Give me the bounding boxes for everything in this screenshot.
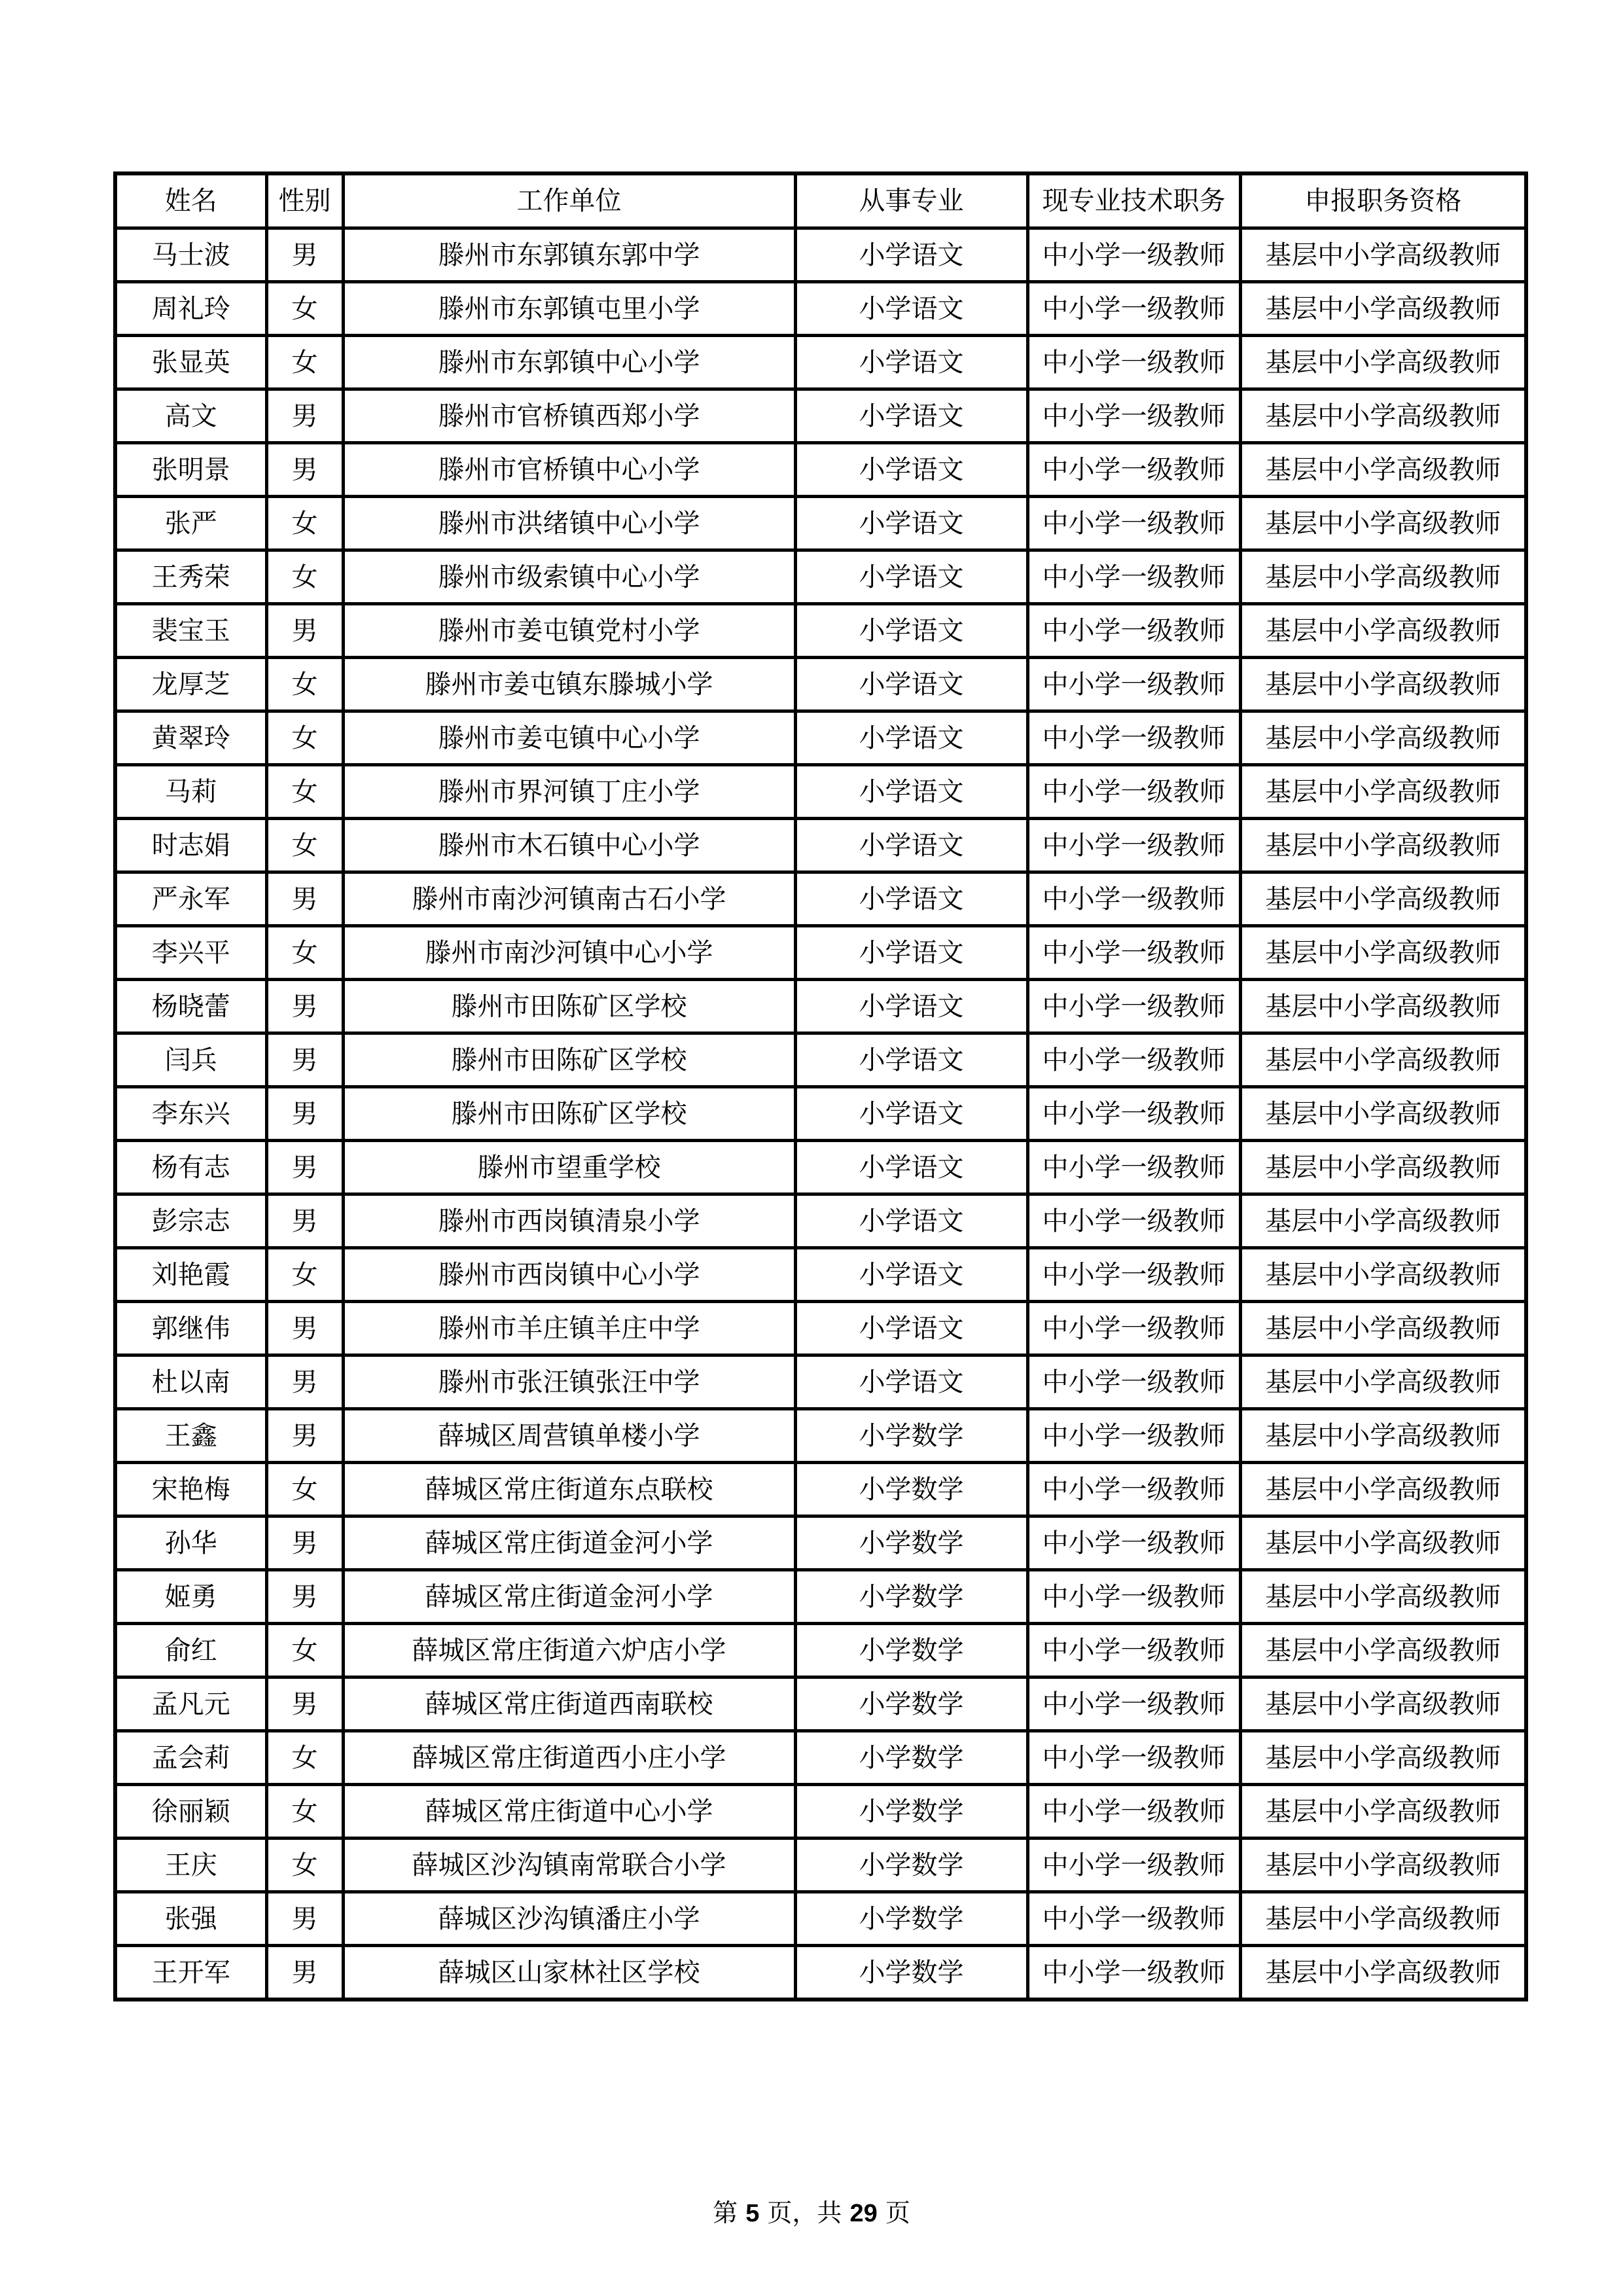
cell-name: 王开军 [115,1946,266,2000]
cell-specialty: 小学语文 [795,1141,1027,1194]
cell-specialty: 小学语文 [795,604,1027,658]
footer-prefix: 第 [713,2198,746,2227]
cell-gender: 女 [266,1839,343,1892]
cell-current-title: 中小学一级教师 [1027,1677,1240,1731]
cell-work-unit: 滕州市界河镇丁庄小学 [343,765,795,819]
table-row [115,1570,1526,1624]
cell-gender: 男 [266,1892,343,1946]
cell-gender: 女 [266,711,343,765]
cell-specialty: 小学语文 [795,926,1027,980]
cell-name: 姬勇 [115,1570,266,1624]
cell-work-unit: 薛城区常庄街道六炉店小学 [343,1624,795,1677]
table-row [115,1785,1526,1839]
table-row [115,1516,1526,1570]
cell-gender: 女 [266,1248,343,1302]
cell-gender: 女 [266,1624,343,1677]
cell-applied-qualification: 基层中小学高级教师 [1240,1946,1526,2000]
cell-name: 彭宗志 [115,1194,266,1248]
cell-current-title: 中小学一级教师 [1027,1463,1240,1516]
cell-current-title: 中小学一级教师 [1027,765,1240,819]
cell-applied-qualification: 基层中小学高级教师 [1240,1516,1526,1570]
header-specialty: 从事专业 [795,173,1027,228]
cell-specialty: 小学语文 [795,1194,1027,1248]
cell-specialty: 小学数学 [795,1463,1027,1516]
cell-gender: 男 [266,1355,343,1409]
cell-name: 王秀荣 [115,550,266,604]
cell-specialty: 小学语文 [795,550,1027,604]
cell-name: 张严 [115,497,266,550]
cell-name: 闫兵 [115,1033,266,1087]
cell-gender: 女 [266,550,343,604]
cell-current-title: 中小学一级教师 [1027,819,1240,872]
cell-work-unit: 滕州市官桥镇西郑小学 [343,389,795,443]
cell-name: 裴宝玉 [115,604,266,658]
cell-current-title: 中小学一级教师 [1027,389,1240,443]
cell-gender: 男 [266,1141,343,1194]
cell-applied-qualification: 基层中小学高级教师 [1240,1409,1526,1463]
cell-gender: 女 [266,282,343,336]
cell-gender: 女 [266,1731,343,1785]
cell-applied-qualification: 基层中小学高级教师 [1240,604,1526,658]
cell-gender: 男 [266,604,343,658]
cell-specialty: 小学语文 [795,282,1027,336]
cell-specialty: 小学语文 [795,872,1027,926]
cell-name: 王鑫 [115,1409,266,1463]
cell-work-unit: 滕州市南沙河镇南古石小学 [343,872,795,926]
cell-work-unit: 薛城区常庄街道东点联校 [343,1463,795,1516]
cell-gender: 男 [266,1194,343,1248]
cell-work-unit: 薛城区周营镇单楼小学 [343,1409,795,1463]
cell-specialty: 小学数学 [795,1785,1027,1839]
cell-work-unit: 薛城区沙沟镇潘庄小学 [343,1892,795,1946]
cell-name: 杜以南 [115,1355,266,1409]
cell-applied-qualification: 基层中小学高级教师 [1240,1194,1526,1248]
table-row [115,443,1526,497]
cell-applied-qualification: 基层中小学高级教师 [1240,336,1526,389]
table-row [115,872,1526,926]
cell-work-unit: 薛城区常庄街道西小庄小学 [343,1731,795,1785]
cell-current-title: 中小学一级教师 [1027,550,1240,604]
cell-applied-qualification: 基层中小学高级教师 [1240,1570,1526,1624]
cell-applied-qualification: 基层中小学高级教师 [1240,926,1526,980]
cell-name: 张明景 [115,443,266,497]
table-row [115,1946,1526,2000]
cell-specialty: 小学语文 [795,1355,1027,1409]
cell-applied-qualification: 基层中小学高级教师 [1240,1892,1526,1946]
cell-current-title: 中小学一级教师 [1027,1087,1240,1141]
cell-specialty: 小学数学 [795,1839,1027,1892]
cell-gender: 女 [266,1785,343,1839]
cell-current-title: 中小学一级教师 [1027,1355,1240,1409]
cell-applied-qualification: 基层中小学高级教师 [1240,1033,1526,1087]
cell-current-title: 中小学一级教师 [1027,282,1240,336]
cell-gender: 男 [266,1302,343,1355]
table-row [115,1355,1526,1409]
cell-current-title: 中小学一级教师 [1027,1946,1240,2000]
total-pages-number: 29 [849,2200,878,2227]
cell-current-title: 中小学一级教师 [1027,1839,1240,1892]
table-row [115,658,1526,711]
cell-specialty: 小学语文 [795,980,1027,1033]
cell-work-unit: 滕州市木石镇中心小学 [343,819,795,872]
cell-work-unit: 薛城区常庄街道金河小学 [343,1570,795,1624]
cell-name: 马士波 [115,228,266,282]
table-row [115,550,1526,604]
cell-name: 杨晓蕾 [115,980,266,1033]
cell-current-title: 中小学一级教师 [1027,1033,1240,1087]
cell-current-title: 中小学一级教师 [1027,1516,1240,1570]
cell-name: 张强 [115,1892,266,1946]
page-footer [0,2200,1623,2226]
cell-applied-qualification: 基层中小学高级教师 [1240,711,1526,765]
cell-name: 孙华 [115,1516,266,1570]
cell-specialty: 小学语文 [795,336,1027,389]
table-row [115,765,1526,819]
cell-name: 孟会莉 [115,1731,266,1785]
cell-specialty: 小学语文 [795,228,1027,282]
cell-work-unit: 滕州市田陈矿区学校 [343,1033,795,1087]
cell-current-title: 中小学一级教师 [1027,1141,1240,1194]
cell-gender: 男 [266,443,343,497]
table-row [115,926,1526,980]
cell-applied-qualification: 基层中小学高级教师 [1240,1463,1526,1516]
cell-applied-qualification: 基层中小学高级教师 [1240,389,1526,443]
table-row [115,1463,1526,1516]
cell-name: 刘艳霞 [115,1248,266,1302]
cell-current-title: 中小学一级教师 [1027,1409,1240,1463]
cell-current-title: 中小学一级教师 [1027,872,1240,926]
cell-name: 时志娟 [115,819,266,872]
cell-specialty: 小学数学 [795,1946,1027,2000]
cell-current-title: 中小学一级教师 [1027,1624,1240,1677]
header-gender: 性别 [266,173,343,228]
table-row [115,497,1526,550]
cell-work-unit: 滕州市羊庄镇羊庄中学 [343,1302,795,1355]
cell-current-title: 中小学一级教师 [1027,1248,1240,1302]
cell-gender: 男 [266,1087,343,1141]
cell-current-title: 中小学一级教师 [1027,711,1240,765]
cell-current-title: 中小学一级教师 [1027,336,1240,389]
cell-work-unit: 薛城区常庄街道金河小学 [343,1516,795,1570]
cell-work-unit: 滕州市田陈矿区学校 [343,1087,795,1141]
cell-work-unit: 滕州市望重学校 [343,1141,795,1194]
table-row [115,1892,1526,1946]
cell-applied-qualification: 基层中小学高级教师 [1240,765,1526,819]
cell-work-unit: 滕州市级索镇中心小学 [343,550,795,604]
cell-gender: 女 [266,765,343,819]
cell-work-unit: 滕州市姜屯镇东滕城小学 [343,658,795,711]
header-applied-qualification: 申报职务资格 [1240,173,1526,228]
cell-work-unit: 薛城区沙沟镇南常联合小学 [343,1839,795,1892]
cell-applied-qualification: 基层中小学高级教师 [1240,658,1526,711]
cell-applied-qualification: 基层中小学高级教师 [1240,1624,1526,1677]
cell-gender: 女 [266,926,343,980]
footer-suffix: 页 [877,2198,910,2227]
cell-name: 周礼玲 [115,282,266,336]
cell-gender: 女 [266,336,343,389]
cell-work-unit: 薛城区山家林社区学校 [343,1946,795,2000]
table-row [115,1677,1526,1731]
table-row [115,1248,1526,1302]
cell-current-title: 中小学一级教师 [1027,1570,1240,1624]
cell-specialty: 小学语文 [795,711,1027,765]
cell-current-title: 中小学一级教师 [1027,228,1240,282]
table-row [115,1302,1526,1355]
cell-name: 徐丽颖 [115,1785,266,1839]
table-row [115,1033,1526,1087]
cell-specialty: 小学语文 [795,497,1027,550]
cell-gender: 男 [266,1033,343,1087]
cell-work-unit: 滕州市东郭镇东郭中学 [343,228,795,282]
cell-current-title: 中小学一级教师 [1027,604,1240,658]
cell-name: 李东兴 [115,1087,266,1141]
cell-specialty: 小学语文 [795,1033,1027,1087]
cell-name: 孟凡元 [115,1677,266,1731]
cell-specialty: 小学数学 [795,1570,1027,1624]
cell-name: 杨有志 [115,1141,266,1194]
cell-specialty: 小学语文 [795,1087,1027,1141]
cell-applied-qualification: 基层中小学高级教师 [1240,1302,1526,1355]
cell-name: 马莉 [115,765,266,819]
table-row [115,604,1526,658]
cell-applied-qualification: 基层中小学高级教师 [1240,1248,1526,1302]
table-body [115,228,1526,2000]
cell-current-title: 中小学一级教师 [1027,658,1240,711]
cell-name: 李兴平 [115,926,266,980]
cell-current-title: 中小学一级教师 [1027,980,1240,1033]
header-work-unit: 工作单位 [343,173,795,228]
table-row [115,1087,1526,1141]
cell-name: 郭继伟 [115,1302,266,1355]
cell-work-unit: 滕州市田陈矿区学校 [343,980,795,1033]
table-row [115,1141,1526,1194]
cell-gender: 男 [266,1409,343,1463]
cell-applied-qualification: 基层中小学高级教师 [1240,872,1526,926]
cell-gender: 男 [266,1677,343,1731]
header-name: 姓名 [115,173,266,228]
cell-specialty: 小学语文 [795,1302,1027,1355]
cell-current-title: 中小学一级教师 [1027,443,1240,497]
cell-gender: 男 [266,872,343,926]
cell-specialty: 小学语文 [795,765,1027,819]
cell-current-title: 中小学一级教师 [1027,1892,1240,1946]
cell-applied-qualification: 基层中小学高级教师 [1240,497,1526,550]
cell-applied-qualification: 基层中小学高级教师 [1240,1087,1526,1141]
cell-work-unit: 滕州市洪绪镇中心小学 [343,497,795,550]
cell-specialty: 小学数学 [795,1409,1027,1463]
table-row [115,1839,1526,1892]
table-row [115,1409,1526,1463]
table-row [115,1624,1526,1677]
cell-applied-qualification: 基层中小学高级教师 [1240,819,1526,872]
cell-current-title: 中小学一级教师 [1027,1785,1240,1839]
cell-current-title: 中小学一级教师 [1027,1731,1240,1785]
cell-applied-qualification: 基层中小学高级教师 [1240,1839,1526,1892]
cell-gender: 男 [266,1570,343,1624]
cell-applied-qualification: 基层中小学高级教师 [1240,1355,1526,1409]
table-row [115,711,1526,765]
cell-gender: 男 [266,1946,343,2000]
cell-specialty: 小学数学 [795,1731,1027,1785]
cell-gender: 男 [266,228,343,282]
cell-gender: 男 [266,1516,343,1570]
cell-gender: 女 [266,658,343,711]
cell-applied-qualification: 基层中小学高级教师 [1240,282,1526,336]
cell-work-unit: 滕州市官桥镇中心小学 [343,443,795,497]
cell-specialty: 小学语文 [795,1248,1027,1302]
cell-applied-qualification: 基层中小学高级教师 [1240,1785,1526,1839]
cell-current-title: 中小学一级教师 [1027,1302,1240,1355]
cell-specialty: 小学语文 [795,819,1027,872]
cell-name: 严永军 [115,872,266,926]
cell-work-unit: 滕州市西岗镇清泉小学 [343,1194,795,1248]
cell-specialty: 小学数学 [795,1892,1027,1946]
cell-applied-qualification: 基层中小学高级教师 [1240,1141,1526,1194]
cell-name: 黄翠玲 [115,711,266,765]
header-current-title: 现专业技术职务 [1027,173,1240,228]
cell-work-unit: 滕州市姜屯镇党村小学 [343,604,795,658]
table-row [115,389,1526,443]
cell-gender: 女 [266,819,343,872]
table-header-row [115,173,1526,228]
table-row [115,819,1526,872]
cell-applied-qualification: 基层中小学高级教师 [1240,1731,1526,1785]
current-page-number: 5 [745,2200,760,2227]
cell-gender: 女 [266,497,343,550]
cell-work-unit: 滕州市张汪镇张汪中学 [343,1355,795,1409]
cell-work-unit: 滕州市西岗镇中心小学 [343,1248,795,1302]
cell-work-unit: 薛城区常庄街道中心小学 [343,1785,795,1839]
cell-work-unit: 滕州市东郭镇中心小学 [343,336,795,389]
cell-name: 俞红 [115,1624,266,1677]
cell-name: 王庆 [115,1839,266,1892]
cell-work-unit: 滕州市南沙河镇中心小学 [343,926,795,980]
table-row [115,228,1526,282]
cell-specialty: 小学数学 [795,1677,1027,1731]
cell-applied-qualification: 基层中小学高级教师 [1240,228,1526,282]
cell-applied-qualification: 基层中小学高级教师 [1240,550,1526,604]
cell-applied-qualification: 基层中小学高级教师 [1240,443,1526,497]
footer-middle: 页，共 [759,2198,850,2227]
cell-current-title: 中小学一级教师 [1027,1194,1240,1248]
cell-work-unit: 滕州市东郭镇屯里小学 [343,282,795,336]
table-row [115,282,1526,336]
table-row [115,980,1526,1033]
table-row [115,1194,1526,1248]
cell-gender: 男 [266,389,343,443]
cell-work-unit: 滕州市姜屯镇中心小学 [343,711,795,765]
cell-specialty: 小学数学 [795,1624,1027,1677]
table-row [115,1731,1526,1785]
cell-name: 龙厚芝 [115,658,266,711]
cell-specialty: 小学语文 [795,389,1027,443]
cell-name: 张显英 [115,336,266,389]
cell-applied-qualification: 基层中小学高级教师 [1240,1677,1526,1731]
cell-specialty: 小学语文 [795,443,1027,497]
cell-current-title: 中小学一级教师 [1027,497,1240,550]
cell-applied-qualification: 基层中小学高级教师 [1240,980,1526,1033]
table-row [115,336,1526,389]
cell-current-title: 中小学一级教师 [1027,926,1240,980]
cell-work-unit: 薛城区常庄街道西南联校 [343,1677,795,1731]
cell-gender: 男 [266,980,343,1033]
cell-name: 高文 [115,389,266,443]
cell-name: 宋艳梅 [115,1463,266,1516]
teacher-roster-table [113,171,1528,2001]
cell-specialty: 小学数学 [795,1516,1027,1570]
cell-gender: 女 [266,1463,343,1516]
cell-specialty: 小学语文 [795,658,1027,711]
